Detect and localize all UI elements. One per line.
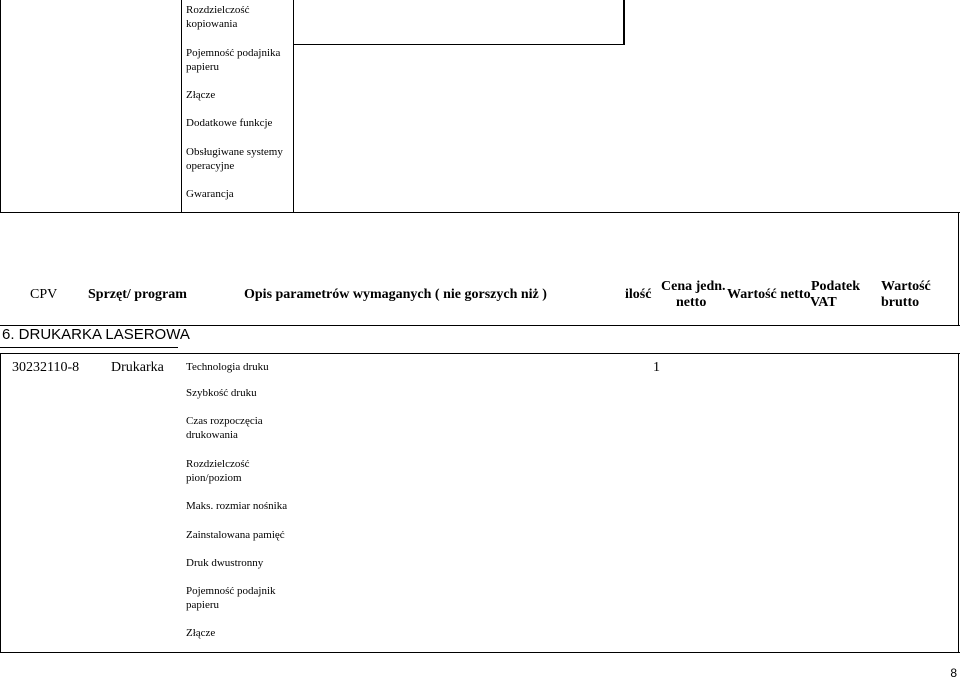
section-bottom-border <box>0 347 178 348</box>
param-label: Rozdzielczość pion/poziom <box>186 458 250 484</box>
header-quantity: ilość <box>625 287 652 302</box>
table-border <box>293 44 625 45</box>
table-border <box>0 353 1 653</box>
header-gross-1: Wartość <box>881 279 931 294</box>
table-border <box>181 0 182 213</box>
table-border <box>293 0 294 213</box>
table-border <box>958 212 959 326</box>
header-unit-price-2: netto <box>676 295 707 310</box>
param-label: Technologia druku <box>186 361 269 373</box>
header-cpv: CPV <box>30 287 58 302</box>
table-border <box>0 212 960 213</box>
header-vat-2: VAT <box>810 295 837 310</box>
table-border <box>623 0 625 45</box>
table-border <box>958 353 959 653</box>
param-label: Zainstalowana pamięć <box>186 529 285 541</box>
param-label: Szybkość druku <box>186 387 257 399</box>
param-label: Złącze <box>186 89 216 101</box>
section-title: 6. DRUKARKA LASEROWA <box>2 326 190 343</box>
header-description: Opis parametrów wymaganych ( nie gorszych niż ) <box>244 287 547 302</box>
table-border <box>0 0 1 213</box>
table-border <box>0 652 960 653</box>
header-net-value: Wartość netto <box>727 287 811 302</box>
table-border <box>0 353 960 354</box>
param-label: Gwarancja <box>186 188 234 200</box>
param-label: Maks. rozmiar nośnika <box>186 500 288 512</box>
header-unit-price-1: Cena jedn. <box>661 279 726 294</box>
header-gross-2: brutto <box>881 295 920 310</box>
row-equipment: Drukarka <box>111 360 164 375</box>
row-quantity: 1 <box>653 360 660 375</box>
header-equipment: Sprzęt/ program <box>88 287 187 302</box>
header-vat-1: Podatek <box>811 279 860 294</box>
param-label: Pojemność podajnik papieru <box>186 585 276 611</box>
param-label: Dodatkowe funkcje <box>186 117 273 129</box>
param-label: Druk dwustronny <box>186 557 264 569</box>
param-label: Rozdzielczość kopiowania <box>186 4 250 30</box>
param-label: Złącze <box>186 627 216 639</box>
row-cpv: 30232110-8 <box>12 360 80 375</box>
param-label: Czas rozpoczęcia drukowania <box>186 415 263 441</box>
param-label: Obsługiwane systemy operacyjne <box>186 146 283 172</box>
page-number: 8 <box>950 666 957 680</box>
param-label: Pojemność podajnika papieru <box>186 47 281 73</box>
